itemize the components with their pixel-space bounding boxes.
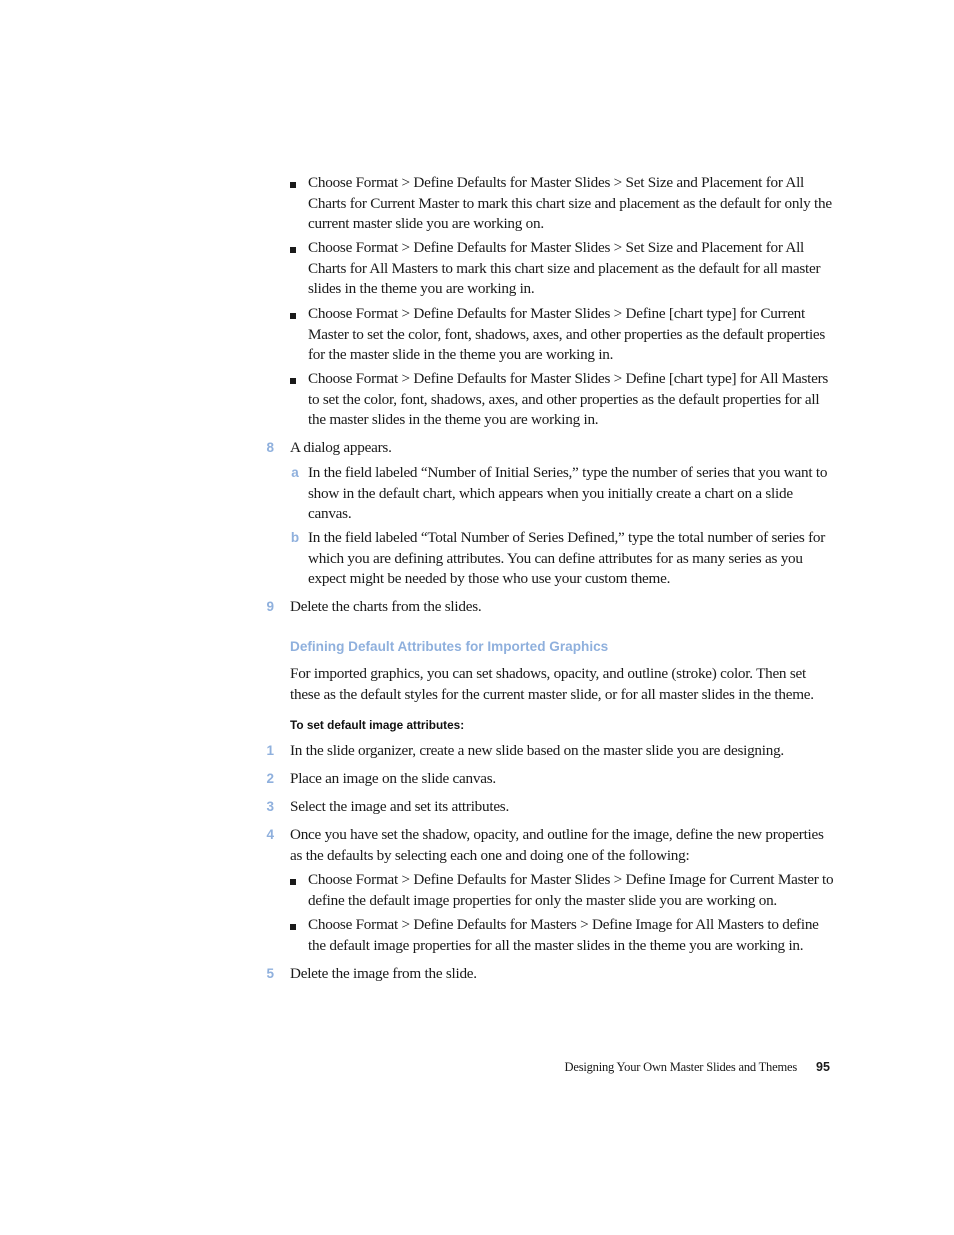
step-number: 5 [266,966,274,981]
section-intro: For imported graphics, you can set shadows, opacity, and outline (stroke) color. Then set these as the default styles for the current master slide, or for all master slides in the theme. [290,665,814,703]
step-text: Delete the image from the slide. [290,965,477,982]
step-number: 3 [266,799,274,814]
step-text: Once you have set the shadow, opacity, and outline for the image, define the new properties as the defaults by selecting each one and doing one of the following: [290,826,824,864]
step-text: Delete the charts from the slides. [290,598,482,615]
bullet-marker [290,879,296,885]
step-number: 9 [266,599,274,614]
bullet-item: Choose Format > Define Defaults for Master Slides > Set Size and Placement for All Charts for Current Master to mark this chart size and placement as the default for only the current master slide you are working on. [308,174,832,232]
substep-text: In the field labeled “Number of Initial Series,” type the number of series that you want to show in the default chart, which appears when you initially create a chart on a slide canvas. [308,464,828,522]
substep-letter: a [291,465,299,480]
footer-chapter-title: Designing Your Own Master Slides and Themes [564,1060,797,1074]
bullet-item: Choose Format > Define Defaults for Master Slides > Define [chart type] for All Masters to set the color, font, shadows, axes, and other properties as the default properties for all the master slides in the theme you are working in. [308,370,829,428]
section-heading: Defining Default Attributes for Imported Graphics [290,639,609,654]
bullet-marker [290,313,296,319]
bullet-marker [290,182,296,188]
bullet-item: Choose Format > Define Defaults for Master Slides > Set Size and Placement for All Charts for All Masters to mark this chart size and placement as the default for all master slides in the theme you are working in. [308,239,821,297]
bullet-marker [290,247,296,253]
page-number: 95 [816,1060,830,1074]
bullet-item: Choose Format > Define Defaults for Masters > Define Image for All Masters to define the default image properties for all the master slides in the theme you are working in. [308,916,819,954]
bullet-item: Choose Format > Define Defaults for Master Slides > Define Image for Current Master to define the default image properties for only the master slide you are working on. [308,871,834,909]
step-number: 4 [266,827,274,842]
task-heading: To set default image attributes: [290,718,465,732]
step-text: A dialog appears. [290,439,392,456]
bullet-marker [290,924,296,930]
step-text: Select the image and set its attributes. [290,798,510,815]
bullet-item: Choose Format > Define Defaults for Master Slides > Define [chart type] for Current Master to set the color, font, shadows, axes, and other properties as the default properties for the master slide in the theme you are working in. [308,305,826,363]
substep-letter: b [290,530,300,545]
step-text: In the slide organizer, create a new slide based on the master slide you are designing. [290,742,784,759]
bullet-marker [290,378,296,384]
step-number: 1 [266,743,274,758]
substep-text: In the field labeled “Total Number of Series Defined,” type the total number of series for which you are defining attributes. You can define attributes for as many series as you expect might be needed by those who use your custom theme. [308,529,826,587]
step-number: 2 [266,771,274,786]
step-text: Place an image on the slide canvas. [290,770,496,787]
step-number: 8 [266,440,274,455]
